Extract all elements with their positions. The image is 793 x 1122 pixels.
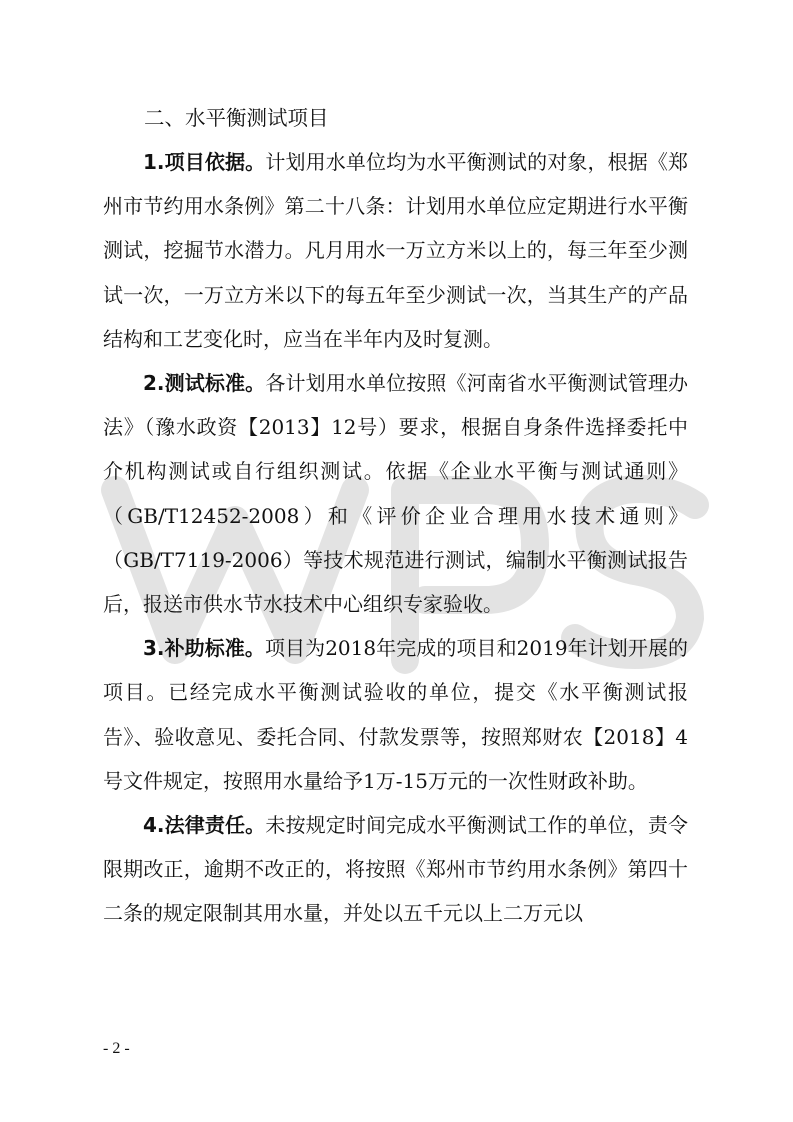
paragraph-lead: 2.测试标准。: [143, 371, 266, 396]
section-heading: 二、水平衡测试项目: [144, 106, 329, 130]
paragraph-text: 各计划用水单位按照《河南省水平衡测试管理办法》（豫水政资【2013】12号）要求，根据自身条件选择委托中介机构测试或自行组织测试。依据《企业水平衡与测试通则》（GB/T12452-2008）和《评价企业合理用水技术通则》（GB/T7119-2006）等技术规范进行测试，编制水平衡测试报告后，报送市供水节水技术中心组织专家验收。: [103, 371, 689, 617]
paragraph-liability: [103, 803, 688, 936]
paragraph-lead: 3.补助标准。: [143, 636, 265, 661]
paragraph-standard: [103, 361, 688, 626]
paragraph-text: 未按规定时间完成水平衡测试工作的单位，责令限期改正，逾期不改正的，将按照《郑州市节约用水条例》第四十二条的规定限制其用水量，并处以五千元以上二万元以: [103, 813, 689, 926]
paragraph-text: 计划用水单位均为水平衡测试的对象，根据《郑州市节约用水条例》第二十八条：计划用水单位应定期进行水平衡测试，挖掘节水潜力。凡月用水一万立方米以上的，每三年至少测试一次，一万立方米以下的每五年至少测试一次，当其生产的产品结构和工艺变化时，应当在半年内及时复测。: [103, 150, 689, 351]
document-body: [103, 96, 688, 936]
page-number: - 2 -: [103, 1040, 130, 1057]
paragraph-lead: 4.法律责任。: [143, 813, 266, 838]
paragraph-text: 项目为2018年完成的项目和2019年计划开展的项目。已经完成水平衡测试验收的单位，提交《水平衡测试报告》、验收意见、委托合同、付款发票等，按照郑财农【2018】4号文件规定，按照用水量给予1万-15万元的一次性财政补助。: [103, 636, 689, 793]
paragraph-lead: 1.项目依据。: [143, 150, 266, 174]
paragraph-basis: [103, 140, 688, 361]
paragraph-subsidy: [103, 626, 688, 803]
